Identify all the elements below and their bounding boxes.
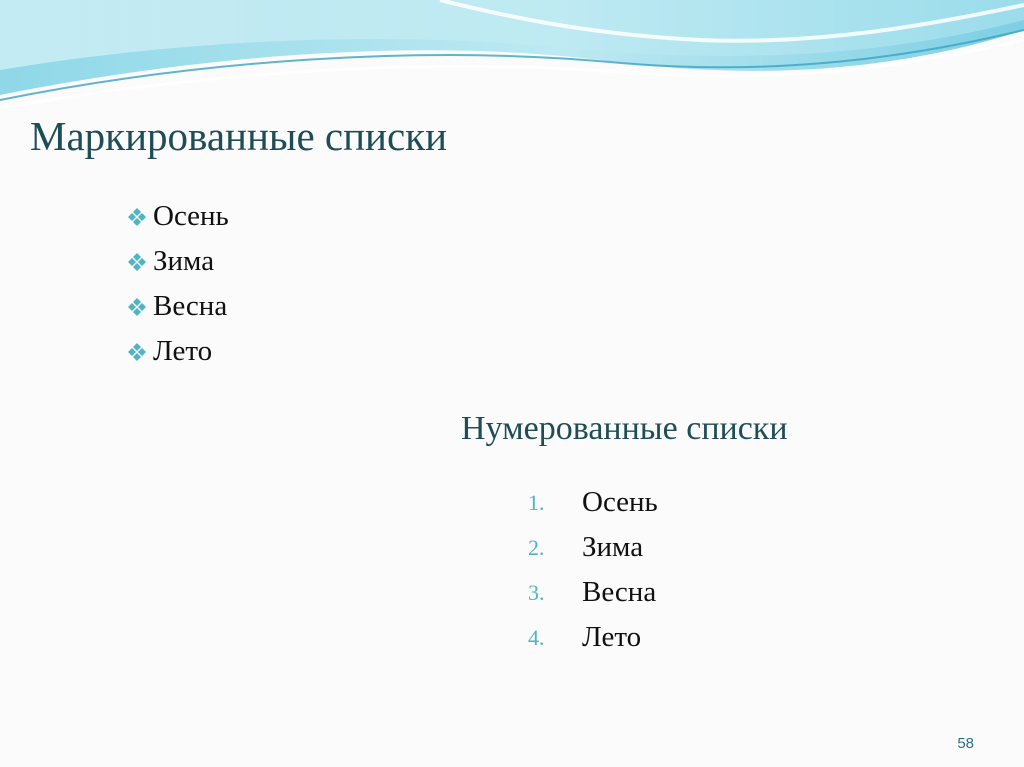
list-number: 4. [528,624,545,650]
list-number: 1. [528,489,545,515]
diamond-bullet-icon [124,294,150,320]
numbered-item-label: Лето [582,621,642,653]
wave-header-decoration [0,0,1024,130]
numbered-section-heading: Нумерованные списки [461,410,788,447]
bullet-item-label: Весна [153,290,228,322]
diamond-bullet-icon [124,204,150,230]
slide-title: Маркированные списки [30,113,448,159]
numbered-item-label: Весна [582,576,657,608]
list-number: 3. [528,579,545,605]
page-number: 58 [957,735,974,752]
bullet-list-item [124,194,229,239]
bulleted-list [124,194,229,374]
numbered-item-label: Осень [582,486,658,518]
list-number: 2. [528,534,545,560]
bullet-list-item [124,284,229,329]
numbered-item-label: Зима [582,531,644,563]
numbered-list-item [528,525,658,570]
bullet-list-item [124,329,229,374]
bullet-list-item [124,239,229,284]
bullet-item-label: Лето [153,335,213,367]
numbered-list-item [528,570,658,615]
diamond-bullet-icon [124,339,150,365]
numbered-list [528,480,658,660]
bullet-item-label: Зима [153,245,215,277]
bullet-item-label: Осень [153,200,229,232]
numbered-list-item [528,615,658,660]
numbered-list-item [528,480,658,525]
diamond-bullet-icon [124,249,150,275]
